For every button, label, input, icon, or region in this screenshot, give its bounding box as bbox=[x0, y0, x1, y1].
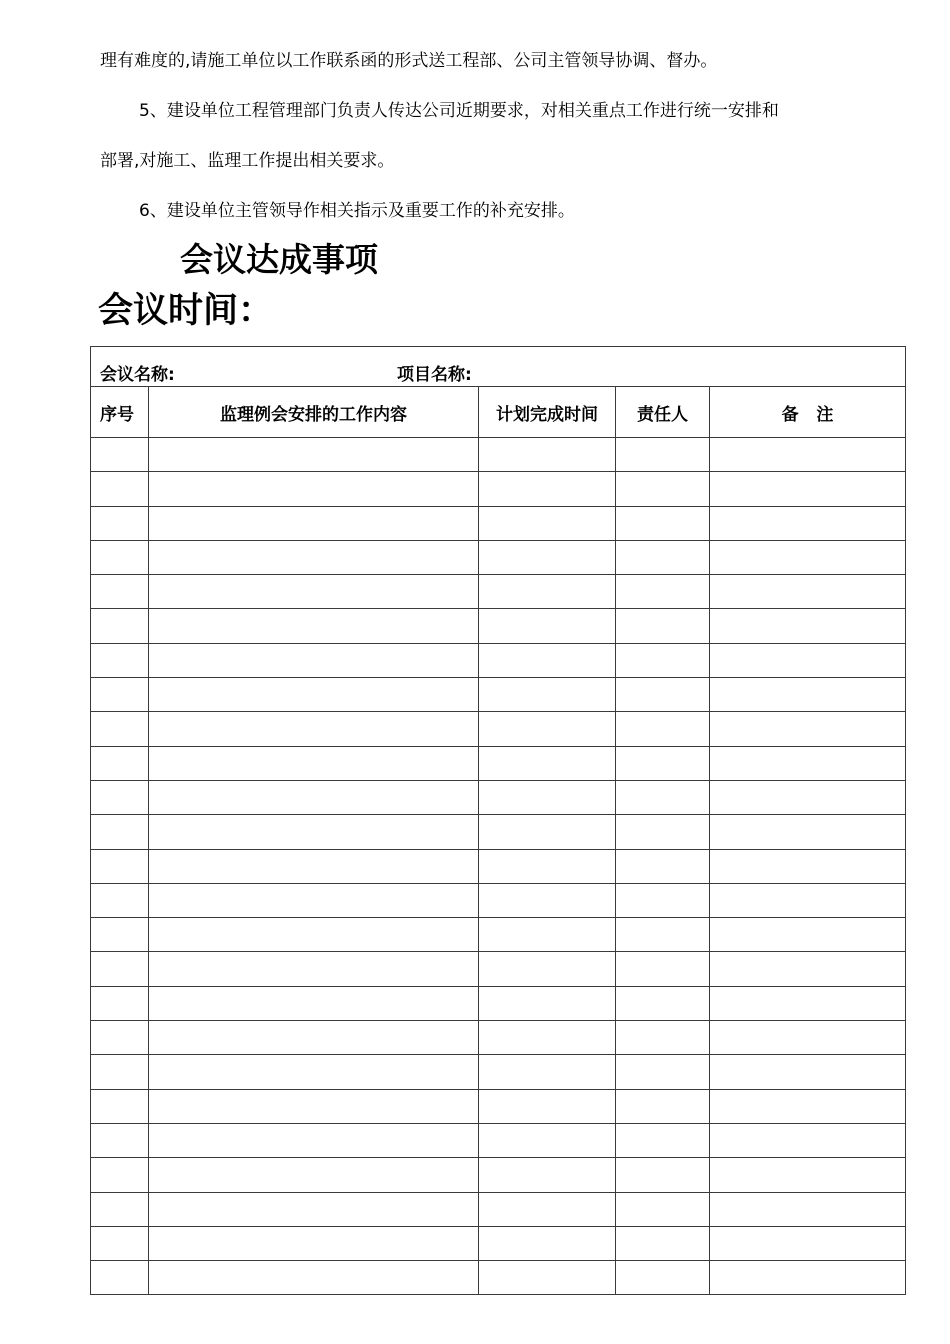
work-content-cell bbox=[149, 952, 479, 986]
header-seq: 序号 bbox=[91, 387, 149, 438]
table-row bbox=[91, 1226, 906, 1260]
responsible-cell bbox=[616, 575, 710, 609]
remarks-cell bbox=[710, 1055, 906, 1089]
table-row bbox=[91, 1158, 906, 1192]
planned-time-cell bbox=[479, 1055, 616, 1089]
remarks-cell bbox=[710, 815, 906, 849]
table-row bbox=[91, 678, 906, 712]
remarks-cell bbox=[710, 438, 906, 472]
table-row bbox=[91, 746, 906, 780]
remarks-cell bbox=[710, 643, 906, 677]
header-row bbox=[91, 387, 906, 438]
responsible-cell bbox=[616, 506, 710, 540]
responsible-cell bbox=[616, 1226, 710, 1260]
remarks-cell bbox=[710, 986, 906, 1020]
responsible-cell bbox=[616, 712, 710, 746]
seq-cell bbox=[91, 643, 149, 677]
table-row bbox=[91, 1089, 906, 1123]
work-content-cell bbox=[149, 506, 479, 540]
planned-time-cell bbox=[479, 609, 616, 643]
work-content-cell bbox=[149, 746, 479, 780]
table-row bbox=[91, 1261, 906, 1295]
seq-cell bbox=[91, 883, 149, 917]
work-content-cell bbox=[149, 438, 479, 472]
responsible-cell bbox=[616, 746, 710, 780]
seq-cell bbox=[91, 1192, 149, 1226]
remarks-cell bbox=[710, 1123, 906, 1157]
work-content-cell bbox=[149, 1089, 479, 1123]
table-row bbox=[91, 918, 906, 952]
remarks-cell bbox=[710, 1089, 906, 1123]
work-content-cell bbox=[149, 609, 479, 643]
planned-time-cell bbox=[479, 438, 616, 472]
header-work-content: 监理例会安排的工作内容 bbox=[149, 387, 479, 438]
meeting-name-label: 会议名称: bbox=[100, 365, 175, 385]
remarks-cell bbox=[710, 506, 906, 540]
work-content-cell bbox=[149, 849, 479, 883]
planned-time-cell bbox=[479, 712, 616, 746]
seq-cell bbox=[91, 1226, 149, 1260]
responsible-cell bbox=[616, 849, 710, 883]
remarks-cell bbox=[710, 609, 906, 643]
table-row bbox=[91, 438, 906, 472]
responsible-cell bbox=[616, 609, 710, 643]
planned-time-cell bbox=[479, 780, 616, 814]
table-row bbox=[91, 1123, 906, 1157]
planned-time-cell bbox=[479, 506, 616, 540]
table-row bbox=[91, 1055, 906, 1089]
responsible-cell bbox=[616, 815, 710, 849]
meta-row bbox=[91, 347, 906, 387]
seq-cell bbox=[91, 609, 149, 643]
remarks-cell bbox=[710, 780, 906, 814]
planned-time-cell bbox=[479, 678, 616, 712]
responsible-cell bbox=[616, 643, 710, 677]
remarks-cell bbox=[710, 678, 906, 712]
seq-cell bbox=[91, 815, 149, 849]
responsible-cell bbox=[616, 1261, 710, 1295]
work-content-cell bbox=[149, 1192, 479, 1226]
remarks-cell bbox=[710, 712, 906, 746]
planned-time-cell bbox=[479, 883, 616, 917]
table-row bbox=[91, 883, 906, 917]
responsible-cell bbox=[616, 1123, 710, 1157]
remarks-cell bbox=[710, 952, 906, 986]
table-row bbox=[91, 609, 906, 643]
seq-cell bbox=[91, 1158, 149, 1192]
seq-cell bbox=[91, 1123, 149, 1157]
seq-cell bbox=[91, 918, 149, 952]
responsible-cell bbox=[616, 438, 710, 472]
seq-cell bbox=[91, 849, 149, 883]
table-row bbox=[91, 780, 906, 814]
remarks-cell bbox=[710, 918, 906, 952]
work-content-cell bbox=[149, 1226, 479, 1260]
seq-cell bbox=[91, 1055, 149, 1089]
planned-time-cell bbox=[479, 1123, 616, 1157]
table-row bbox=[91, 849, 906, 883]
planned-time-cell bbox=[479, 952, 616, 986]
body-text-line-1: 理有难度的,请施工单位以工作联系函的形式送工程部、公司主管领导协调、督办。 bbox=[100, 51, 718, 71]
planned-time-cell bbox=[479, 986, 616, 1020]
seq-cell bbox=[91, 746, 149, 780]
work-content-cell bbox=[149, 1261, 479, 1295]
seq-cell bbox=[91, 952, 149, 986]
seq-cell bbox=[91, 1089, 149, 1123]
body-text-line-4: 6、建设单位主管领导作相关指示及重要工作的补充安排。 bbox=[139, 201, 575, 221]
table-row bbox=[91, 472, 906, 506]
work-content-cell bbox=[149, 575, 479, 609]
remarks-cell bbox=[710, 1261, 906, 1295]
seq-cell bbox=[91, 1261, 149, 1295]
table-row bbox=[91, 575, 906, 609]
planned-time-cell bbox=[479, 1192, 616, 1226]
planned-time-cell bbox=[479, 918, 616, 952]
work-content-cell bbox=[149, 918, 479, 952]
remarks-cell bbox=[710, 472, 906, 506]
table-row bbox=[91, 643, 906, 677]
responsible-cell bbox=[616, 472, 710, 506]
seq-cell bbox=[91, 438, 149, 472]
planned-time-cell bbox=[479, 472, 616, 506]
planned-time-cell bbox=[479, 815, 616, 849]
work-content-cell bbox=[149, 678, 479, 712]
remarks-cell bbox=[710, 575, 906, 609]
work-content-cell bbox=[149, 1123, 479, 1157]
seq-cell bbox=[91, 1021, 149, 1055]
seq-cell bbox=[91, 986, 149, 1020]
table-row bbox=[91, 952, 906, 986]
header-planned-time: 计划完成时间 bbox=[479, 387, 616, 438]
seq-cell bbox=[91, 712, 149, 746]
work-content-cell bbox=[149, 1021, 479, 1055]
remarks-cell bbox=[710, 849, 906, 883]
work-content-cell bbox=[149, 643, 479, 677]
table-row bbox=[91, 540, 906, 574]
responsible-cell bbox=[616, 1055, 710, 1089]
work-content-cell bbox=[149, 540, 479, 574]
work-content-cell bbox=[149, 472, 479, 506]
body-text-line-3: 部署,对施工、监理工作提出相关要求。 bbox=[100, 151, 395, 171]
meeting-items-table bbox=[90, 346, 906, 1295]
responsible-cell bbox=[616, 1158, 710, 1192]
responsible-cell bbox=[616, 540, 710, 574]
header-remarks: 备 注 bbox=[710, 387, 906, 438]
table-row bbox=[91, 815, 906, 849]
seq-cell bbox=[91, 540, 149, 574]
responsible-cell bbox=[616, 883, 710, 917]
planned-time-cell bbox=[479, 1226, 616, 1260]
responsible-cell bbox=[616, 780, 710, 814]
planned-time-cell bbox=[479, 643, 616, 677]
seq-cell bbox=[91, 575, 149, 609]
planned-time-cell bbox=[479, 1089, 616, 1123]
work-content-cell bbox=[149, 883, 479, 917]
responsible-cell bbox=[616, 952, 710, 986]
meta-cell bbox=[91, 347, 906, 387]
responsible-cell bbox=[616, 986, 710, 1020]
responsible-cell bbox=[616, 678, 710, 712]
table-body bbox=[91, 438, 906, 1295]
seq-cell bbox=[91, 780, 149, 814]
table-row bbox=[91, 1021, 906, 1055]
body-text-line-2: 5、建设单位工程管理部门负责人传达公司近期要求，对相关重点工作进行统一安排和 bbox=[139, 101, 779, 121]
table-row bbox=[91, 986, 906, 1020]
table-row bbox=[91, 712, 906, 746]
planned-time-cell bbox=[479, 540, 616, 574]
responsible-cell bbox=[616, 1192, 710, 1226]
work-content-cell bbox=[149, 1158, 479, 1192]
work-content-cell bbox=[149, 780, 479, 814]
planned-time-cell bbox=[479, 1158, 616, 1192]
work-content-cell bbox=[149, 712, 479, 746]
work-content-cell bbox=[149, 1055, 479, 1089]
remarks-cell bbox=[710, 1021, 906, 1055]
remarks-cell bbox=[710, 1192, 906, 1226]
remarks-cell bbox=[710, 883, 906, 917]
project-name-label: 项目名称: bbox=[397, 365, 472, 385]
planned-time-cell bbox=[479, 1021, 616, 1055]
remarks-cell bbox=[710, 1158, 906, 1192]
work-content-cell bbox=[149, 815, 479, 849]
responsible-cell bbox=[616, 1089, 710, 1123]
seq-cell bbox=[91, 472, 149, 506]
planned-time-cell bbox=[479, 1261, 616, 1295]
remarks-cell bbox=[710, 540, 906, 574]
seq-cell bbox=[91, 678, 149, 712]
seq-cell bbox=[91, 506, 149, 540]
planned-time-cell bbox=[479, 575, 616, 609]
table-row bbox=[91, 1192, 906, 1226]
work-content-cell bbox=[149, 986, 479, 1020]
remarks-cell bbox=[710, 746, 906, 780]
meeting-time-label: 会议时间： bbox=[98, 291, 274, 331]
responsible-cell bbox=[616, 1021, 710, 1055]
section-title: 会议达成事项 bbox=[180, 240, 378, 279]
remarks-cell bbox=[710, 1226, 906, 1260]
planned-time-cell bbox=[479, 849, 616, 883]
table-row bbox=[91, 506, 906, 540]
header-responsible: 责任人 bbox=[616, 387, 710, 438]
responsible-cell bbox=[616, 918, 710, 952]
planned-time-cell bbox=[479, 746, 616, 780]
